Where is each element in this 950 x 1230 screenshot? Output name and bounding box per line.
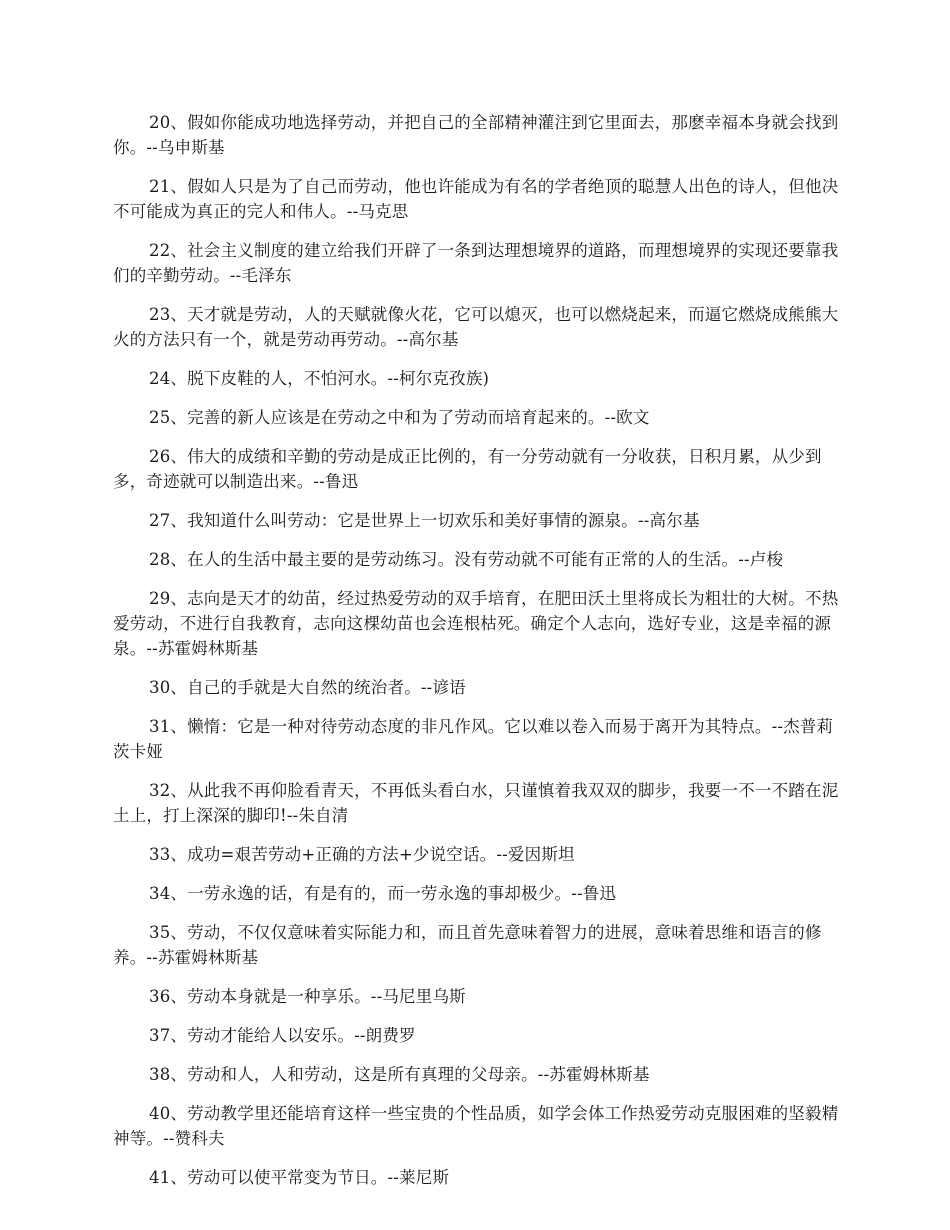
- quote-paragraph: 25、完善的新人应该是在劳动之中和为了劳动而培育起来的。--欧文: [149, 408, 650, 427]
- quote-paragraph: 38、劳动和人，人和劳动，这是所有真理的父母亲。--苏霍姆林斯基: [149, 1065, 650, 1084]
- quote-paragraph: 23、天才就是劳动，人的天赋就像火花，它可以熄灭，也可以燃烧起来，而逼它燃烧成熊熊大火的方法只有一个，就是劳动再劳动。--高尔基: [113, 305, 839, 349]
- quote-paragraph: 37、劳动才能给人以安乐。--朗费罗: [149, 1026, 416, 1045]
- quote-paragraph: 20、假如你能成功地选择劳动，并把自己的全部精神灌注到它里面去，那麽幸福本身就会找到你。--乌申斯基: [113, 113, 839, 157]
- document-body: [113, 110, 840, 1204]
- quote-paragraph: 24、脱下皮鞋的人，不怕河水。--柯尔克孜族): [149, 369, 490, 388]
- quote-paragraph: 34、一劳永逸的话，有是有的，而一劳永逸的事却极少。--鲁迅: [149, 884, 617, 903]
- quote-paragraph: 29、志向是天才的幼苗，经过热爱劳动的双手培育，在肥田沃土里将成长为粗壮的大树。不热爱劳动，不进行自我教育，志向这棵幼苗也会连根枯死。确定个人志向，选好专业，这是幸福的源泉。--苏霍姆林斯基: [113, 589, 839, 658]
- quote-paragraph: 30、自己的手就是大自然的统治者。--谚语: [149, 678, 466, 697]
- quote-paragraph: 28、在人的生活中最主要的是劳动练习。没有劳动就不可能有正常的人的生活。--卢梭: [149, 550, 784, 569]
- quote-paragraph: 22、社会主义制度的建立给我们开辟了一条到达理想境界的道路，而理想境界的实现还要靠我们的辛勤劳动。--毛泽东: [113, 241, 839, 285]
- quote-paragraph: 26、伟大的成绩和辛勤的劳动是成正比例的，有一分劳动就有一分收获，日积月累，从少到多，奇迹就可以制造出来。--鲁迅: [113, 447, 822, 491]
- quote-paragraph: 31、懒惰：它是一种对待劳动态度的非凡作风。它以难以卷入而易于离开为其特点。--杰普莉茨卡娅: [113, 717, 834, 761]
- quote-paragraph: 33、成功=艰苦劳动+正确的方法+少说空话。--爱因斯坦: [149, 845, 575, 864]
- quote-paragraph: 27、我知道什么叫劳动：它是世界上一切欢乐和美好事情的源泉。--高尔基: [149, 511, 700, 530]
- quote-paragraph: 40、劳动教学里还能培育这样一些宝贵的个性品质，如学会体工作热爱劳动克服困难的坚毅精神等。--赞科夫: [113, 1104, 839, 1148]
- quote-paragraph: 21、假如人只是为了自己而劳动，他也许能成为有名的学者绝顶的聪慧人出色的诗人，但他决不可能成为真正的完人和伟人。--马克思: [113, 177, 839, 221]
- quote-paragraph: 32、从此我不再仰脸看青天，不再低头看白水，只谨慎着我双双的脚步，我要一不一不踏在泥土上，打上深深的脚印!--朱自清: [113, 781, 839, 825]
- quote-paragraph: 41、劳动可以使平常变为节日。--莱尼斯: [149, 1168, 450, 1187]
- quote-paragraph: 36、劳动本身就是一种享乐。--马尼里乌斯: [149, 987, 466, 1006]
- quote-paragraph: 35、劳动，不仅仅意味着实际能力和，而且首先意味着智力的进展，意味着思维和语言的修养。--苏霍姆林斯基: [113, 923, 822, 967]
